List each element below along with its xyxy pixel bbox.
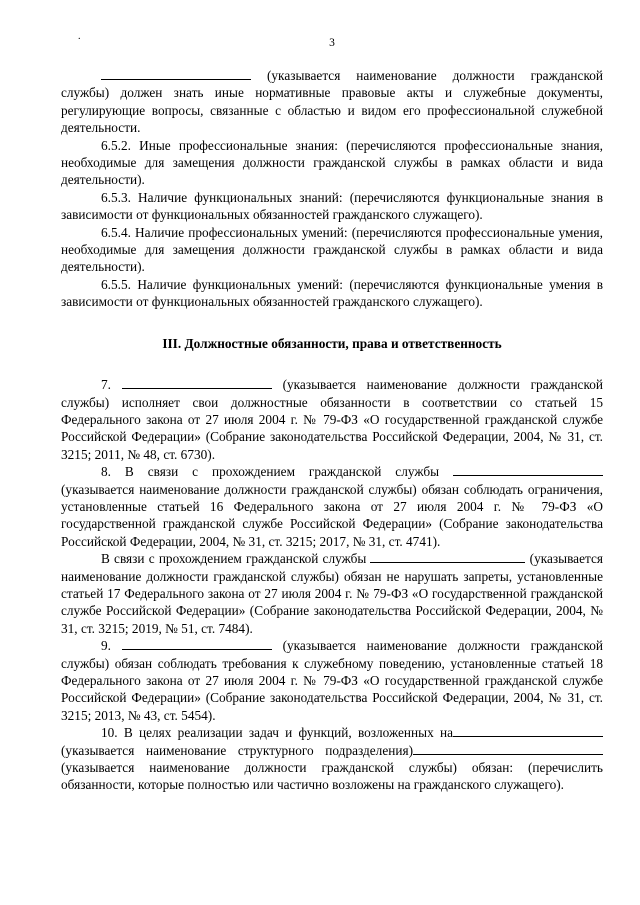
paragraph-6-5-4: 6.5.4. Наличие профессиональных умений: (перечисляются профессиональные умения, необходимые для замещения должности гражданской службы в рамках области и вида деятельности).: [61, 224, 603, 275]
section-heading: III. Должностные обязанности, права и ответственность: [162, 335, 502, 351]
scan-dot: .: [78, 31, 81, 42]
paragraph-6-5-2: 6.5.2. Иные профессиональные знания: (перечисляются профессиональные знания, необходимые для замещения должности гражданской службы в рамках области и вида деятельности).: [61, 137, 603, 188]
blank-line: [370, 550, 525, 563]
paragraph-9: 9. (указывается наименование должности гражданской службы) обязан соблюдать требования к служебному поведению, установленные статьей 18 Федерального закона от 27 июля 2004 г. № 79-ФЗ «О государственной гражданской службе Российской Федерации» (Собрание законодательства Российской Федерации, 2004, № 31, ст. 3215; 2013, № 43, ст. 5454).: [61, 638, 604, 723]
paragraph-6-5-5: 6.5.5. Наличие функциональных умений: (перечисляются функциональные умения в зависимости от функциональных обязанностей гражданского служащего).: [61, 276, 603, 310]
blank-line: [453, 463, 603, 476]
paragraph-8: 8. В связи с прохождением гражданской службы (указывается наименование должности гражданской службы) обязан соблюдать ограничения, установленные статьей 16 Федерального закона от 27 июля 2004 г. № 79-ФЗ «О государственной гражданской службе Российской Федерации» (Собрание законодательства Российской Федерации, 2004, № 31, ст. 3215; 2017, № 31, ст. 4741).: [61, 464, 603, 549]
blank-line: [101, 67, 251, 80]
blank-line: [122, 637, 272, 650]
paragraph-intro: (указывается наименование должности гражданской службы) должен знать иные нормативные правовые акты и служебные документы, регулирующие вопросы, связанные с областью и видом его профессиональной служебной деятельности.: [61, 68, 603, 136]
paragraph-8-continued: В связи с прохождением гражданской службы (указывается наименование должности гражданской службы) обязан не нарушать запреты, установленные статьей 17 Федерального закона от 27 июля 2004 г. № 79-ФЗ «О государственной гражданской службе Российской Федерации» (Собрание законодательства Российской Федерации, 2004, № 31, ст. 3215; 2019, № 51, ст. 7484).: [61, 551, 603, 636]
paragraph-6-5-3: 6.5.3. Наличие функциональных знаний: (перечисляются функциональные знания в зависимости от функциональных обязанностей гражданского служащего).: [61, 189, 603, 223]
blank-line: [453, 724, 603, 737]
blank-line: [413, 742, 603, 755]
blank-line: [122, 376, 272, 389]
page-number: 3: [329, 37, 335, 49]
paragraph-7: 7. (указывается наименование должности гражданской службы) исполняет свои должностные обязанности в соответствии со статьей 15 Федерального закона от 27 июля 2004 г. № 79-ФЗ «О государственной гражданской службе Российской Федерации» (Собрание законодательства Российской Федерации, 2004, № 31, ст. 3215; 2011, № 48, ст. 6730).: [61, 377, 604, 462]
paragraph-10: 10. В целях реализации задач и функций, возложенных на (указывается наименование структурного подразделения) (указывается наименование должности гражданской службы) обязан: (перечислить обязанности, которые полностью или частично возложены на гражданского служащего).: [61, 725, 603, 793]
